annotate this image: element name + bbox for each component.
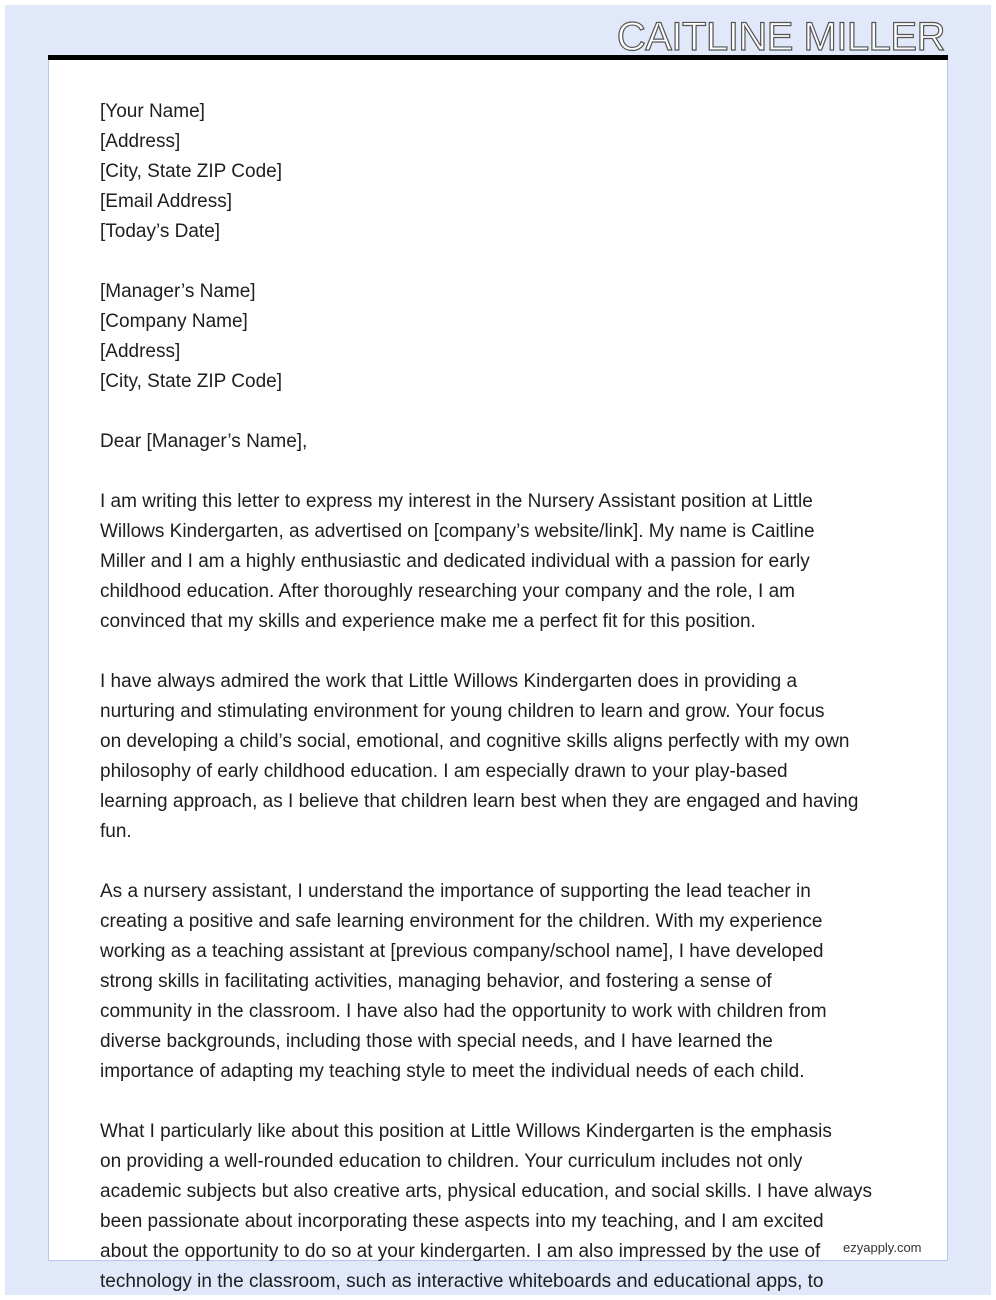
spacer bbox=[100, 247, 872, 277]
paragraph-line: on providing a well-rounded education to children. Your curriculum includes not only bbox=[100, 1151, 803, 1172]
recipient-line: [Address] bbox=[100, 341, 181, 362]
paragraph-line: community in the classroom. I have also had the opportunity to work with children from bbox=[100, 1001, 827, 1022]
paragraph-line: about the opportunity to do so at your kindergarten. I am also impressed by the use of bbox=[100, 1241, 821, 1262]
paragraph-line: childhood education. After thoroughly researching your company and the role, I am bbox=[100, 581, 795, 602]
paragraph-line: importance of adapting my teaching style to meet the individual needs of each child. bbox=[100, 1061, 805, 1082]
salutation: Dear [Manager’s Name], bbox=[100, 431, 308, 452]
paragraph-line: on developing a child’s social, emotional, and cognitive skills aligns perfectly with my own bbox=[100, 731, 850, 752]
spacer bbox=[100, 847, 872, 877]
paragraph-line: fun. bbox=[100, 821, 132, 842]
spacer bbox=[100, 1087, 872, 1117]
letter-body bbox=[100, 97, 872, 1295]
paragraph-line: Miller and I am a highly enthusiastic and dedicated individual with a passion for early bbox=[100, 551, 810, 572]
recipient-line: [Manager’s Name] bbox=[100, 281, 256, 302]
sender-line: [City, State ZIP Code] bbox=[100, 161, 282, 182]
paragraph-line: What I particularly like about this position at Little Willows Kindergarten is the emphasis bbox=[100, 1121, 832, 1142]
watermark: ezyapply.com bbox=[843, 1240, 922, 1255]
paragraph-line: diverse backgrounds, including those with special needs, and I have learned the bbox=[100, 1031, 773, 1052]
spacer bbox=[100, 637, 872, 667]
paragraph-line: been passionate about incorporating these aspects into my teaching, and I am excited bbox=[100, 1211, 824, 1232]
spacer bbox=[100, 457, 872, 487]
paragraph-line: technology in the classroom, such as interactive whiteboards and educational apps, to bbox=[100, 1271, 824, 1292]
sender-line: [Email Address] bbox=[100, 191, 232, 212]
paragraph-line: strong skills in facilitating activities, managing behavior, and fostering a sense of bbox=[100, 971, 772, 992]
paragraph-line: I am writing this letter to express my interest in the Nursery Assistant position at Little bbox=[100, 491, 813, 512]
sender-line: [Today’s Date] bbox=[100, 221, 221, 242]
paragraph-line: learning approach, as I believe that children learn best when they are engaged and having bbox=[100, 791, 859, 812]
sender-line: [Address] bbox=[100, 131, 181, 152]
recipient-line: [Company Name] bbox=[100, 311, 248, 332]
paragraph-line: Willows Kindergarten, as advertised on [company’s website/link]. My name is Caitline bbox=[100, 521, 815, 542]
paragraph-line: creating a positive and safe learning environment for the children. With my experience bbox=[100, 911, 823, 932]
paragraph-line: I have always admired the work that Little Willows Kindergarten does in providing a bbox=[100, 671, 798, 692]
paragraph-line: convinced that my skills and experience make me a perfect fit for this position. bbox=[100, 611, 756, 632]
paragraph-line: nurturing and stimulating environment for young children to learn and grow. Your focus bbox=[100, 701, 825, 722]
applicant-name: CAITLINE MILLER bbox=[616, 15, 945, 59]
recipient-line: [City, State ZIP Code] bbox=[100, 371, 282, 392]
paragraph-line: philosophy of early childhood education. I am especially drawn to your play-based bbox=[100, 761, 788, 782]
sender-line: [Your Name] bbox=[100, 101, 205, 122]
spacer bbox=[100, 397, 872, 427]
paragraph-line: working as a teaching assistant at [previous company/school name], I have developed bbox=[100, 941, 824, 962]
document-background bbox=[5, 5, 991, 1295]
paragraph-line: As a nursery assistant, I understand the importance of supporting the lead teacher in bbox=[100, 881, 811, 902]
paragraph-line: academic subjects but also creative arts, physical education, and social skills. I have always bbox=[100, 1181, 872, 1202]
